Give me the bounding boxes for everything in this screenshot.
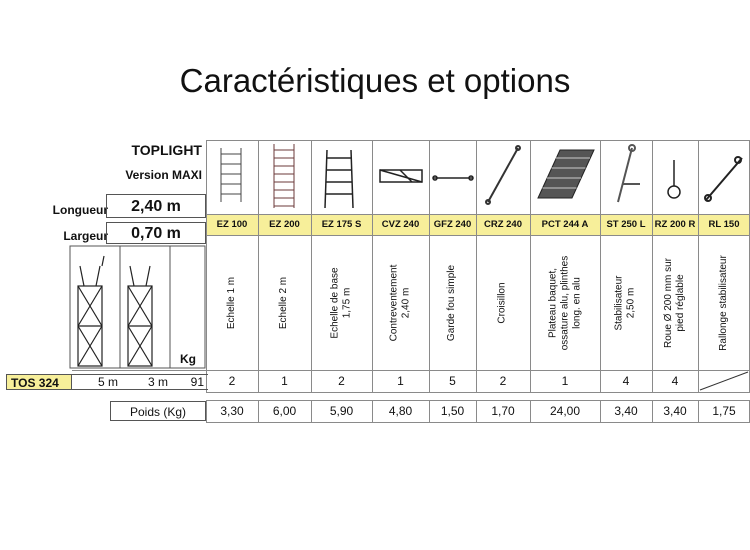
option-weight: 1,70 xyxy=(491,404,515,418)
option-weight: 1,75 xyxy=(712,404,736,418)
option-description xyxy=(429,236,476,370)
product-version: Version MAXI xyxy=(125,168,202,182)
option-description xyxy=(698,236,750,370)
option-description-text: Echelle 2 m xyxy=(278,276,290,330)
option-quantity: 1 xyxy=(561,374,569,388)
option-weight: 3,40 xyxy=(614,404,638,418)
option-description-text: Roue Ø 200 mm sur pied réglable xyxy=(663,257,687,349)
option-description xyxy=(372,236,429,370)
product-name: TOPLIGHT xyxy=(131,142,202,158)
brace-icon xyxy=(372,140,429,214)
option-description xyxy=(258,236,311,370)
stabilizer-extension-icon xyxy=(698,140,750,214)
option-code: EZ 175 S xyxy=(321,219,362,230)
option-weight: 24,00 xyxy=(549,404,581,418)
option-code: RZ 200 R xyxy=(654,219,696,230)
grid-weight-top-line xyxy=(206,400,750,401)
option-quantity: 2 xyxy=(499,374,507,388)
option-description-text: Contreventement 2,40 m xyxy=(388,264,412,342)
option-code: RL 150 xyxy=(708,219,740,230)
option-quantity: 1 xyxy=(281,374,288,388)
ladder-2m-icon xyxy=(258,140,311,214)
model-height-2: 3 m xyxy=(147,375,168,389)
option-code: PCT 244 A xyxy=(541,219,589,230)
option-quantity: 2 xyxy=(338,374,345,388)
page-title: Caractéristiques et options xyxy=(179,62,571,99)
grid-row-top-line xyxy=(72,370,750,371)
option-description xyxy=(600,236,652,370)
scaffold-illustration xyxy=(70,246,205,368)
option-description-text: Echelle de base 1,75 m xyxy=(329,267,353,339)
option-quantity: 4 xyxy=(671,374,679,388)
grid-row-bottom-line xyxy=(206,392,750,393)
cross-brace-icon xyxy=(476,140,530,214)
option-weight: 1,50 xyxy=(440,404,465,418)
option-code: CVZ 240 xyxy=(381,219,420,230)
option-quantity: 4 xyxy=(622,374,630,388)
stabilizer-icon xyxy=(600,140,652,214)
option-description-text: Stabilisateur 2,50 m xyxy=(614,275,637,331)
empty-cell-slash xyxy=(698,370,750,392)
width-value: 0,70 m xyxy=(106,222,206,244)
option-weight: 3,40 xyxy=(663,404,687,418)
option-description-text: Garde fou simple xyxy=(446,264,458,342)
length-value: 2,40 m xyxy=(106,194,206,218)
kg-label: Kg xyxy=(180,352,196,366)
option-code: EZ 200 xyxy=(269,219,300,230)
option-description-text: Echelle 1 m xyxy=(226,276,237,330)
option-code: ST 250 L xyxy=(606,219,646,230)
option-description-text: Rallonge stabilisateur xyxy=(718,255,729,351)
option-quantity: 2 xyxy=(228,374,236,388)
option-description xyxy=(311,236,372,370)
guardrail-icon xyxy=(429,140,476,214)
weight-row-label: Poids (Kg) xyxy=(110,401,206,421)
base-ladder-icon xyxy=(311,140,372,214)
width-label: Largeur xyxy=(63,229,108,243)
grid-weight-bottom-line xyxy=(206,422,750,423)
ladder-1m-icon xyxy=(206,140,258,214)
option-weight: 3,30 xyxy=(220,404,244,418)
option-description-text: Plateau baquet, ossature alu, plinthes long. en alu xyxy=(547,255,583,351)
option-weight: 5,90 xyxy=(329,404,354,418)
model-height-1: 5 m xyxy=(97,375,118,389)
option-weight: 4,80 xyxy=(388,404,413,418)
option-quantity: 5 xyxy=(449,374,456,388)
option-quantity: 1 xyxy=(397,374,404,388)
length-label: Longueur xyxy=(52,203,108,217)
platform-icon xyxy=(530,140,600,214)
option-description xyxy=(530,236,600,370)
castor-wheel-icon xyxy=(652,140,698,214)
option-code: CRZ 240 xyxy=(483,219,522,230)
option-code: EZ 100 xyxy=(216,219,248,230)
option-description xyxy=(476,236,530,370)
option-description xyxy=(652,236,698,370)
model-name: TOS 324 xyxy=(6,374,72,390)
model-weight: 91 xyxy=(190,375,204,389)
option-description xyxy=(206,236,258,370)
option-weight: 6,00 xyxy=(272,404,297,418)
option-description-text: Croisillon xyxy=(497,282,508,324)
option-code: GFZ 240 xyxy=(433,219,472,230)
